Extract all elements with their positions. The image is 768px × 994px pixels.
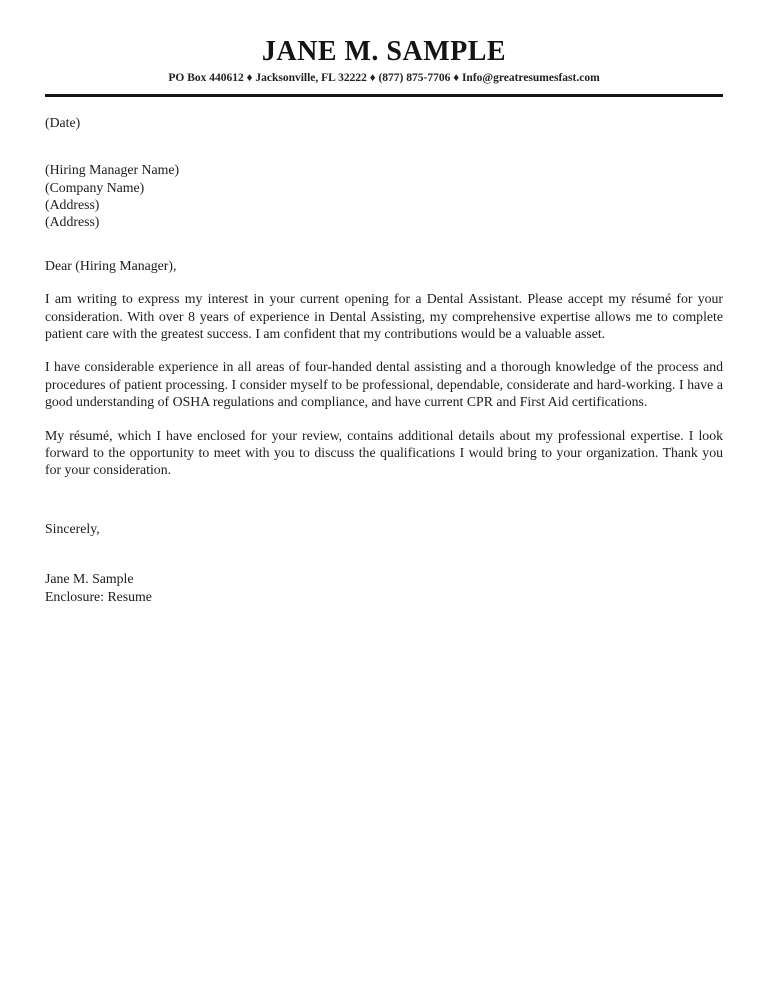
letterhead-divider-rule [45,94,723,97]
salutation: Dear (Hiring Manager), [45,257,177,273]
date-placeholder: (Date) [45,114,81,130]
recipient-line-address-1: (Address) [45,197,100,213]
recipient-address-block [45,161,723,231]
letterhead-name: JANE M. SAMPLE [261,36,507,67]
recipient-line-hiring-manager: (Hiring Manager Name) [45,162,180,178]
paragraph-experience: I have considerable experience in all areas of four-handed dental assisting and a thorough knowledge of the process and procedures of patient processing. I consider myself to be professional, dependable, considerate and hard-working. I have a good understanding of OSHA regulations and compliance, and have current CPR and First Aid certifications. [45,359,723,410]
recipient-line-company: (Company Name) [45,179,145,195]
letter-body [45,114,723,605]
enclosure-note: Enclosure: Resume [45,588,152,604]
paragraph-resume-enclosed: My résumé, which I have enclosed for your review, contains additional details about my professional expertise. I look forward to the opportunity to meet with you to discuss the qualifications I would bring to your organization. Thank you for your consideration. [45,427,723,478]
letterhead-contact-line: PO Box 440612 ♦ Jacksonville, FL 32222 ♦ (877) 875-7706 ♦ Info@greatresumesfast.com [168,71,600,84]
signature-name: Jane M. Sample [45,571,134,587]
paragraph-introduction: I am writing to express my interest in your current opening for a Dental Assistant. Please accept my résumé for your consideration. With over 8 years of experience in Dental Assisting, my comprehensive expertise allows me to complete patient care with the greatest success. I am confident that my contributions would be a valuable asset. [45,291,723,342]
letterhead [0,0,768,84]
closing-salutation: Sincerely, [45,520,100,536]
signature-block [45,570,723,605]
recipient-line-address-2: (Address) [45,214,100,230]
